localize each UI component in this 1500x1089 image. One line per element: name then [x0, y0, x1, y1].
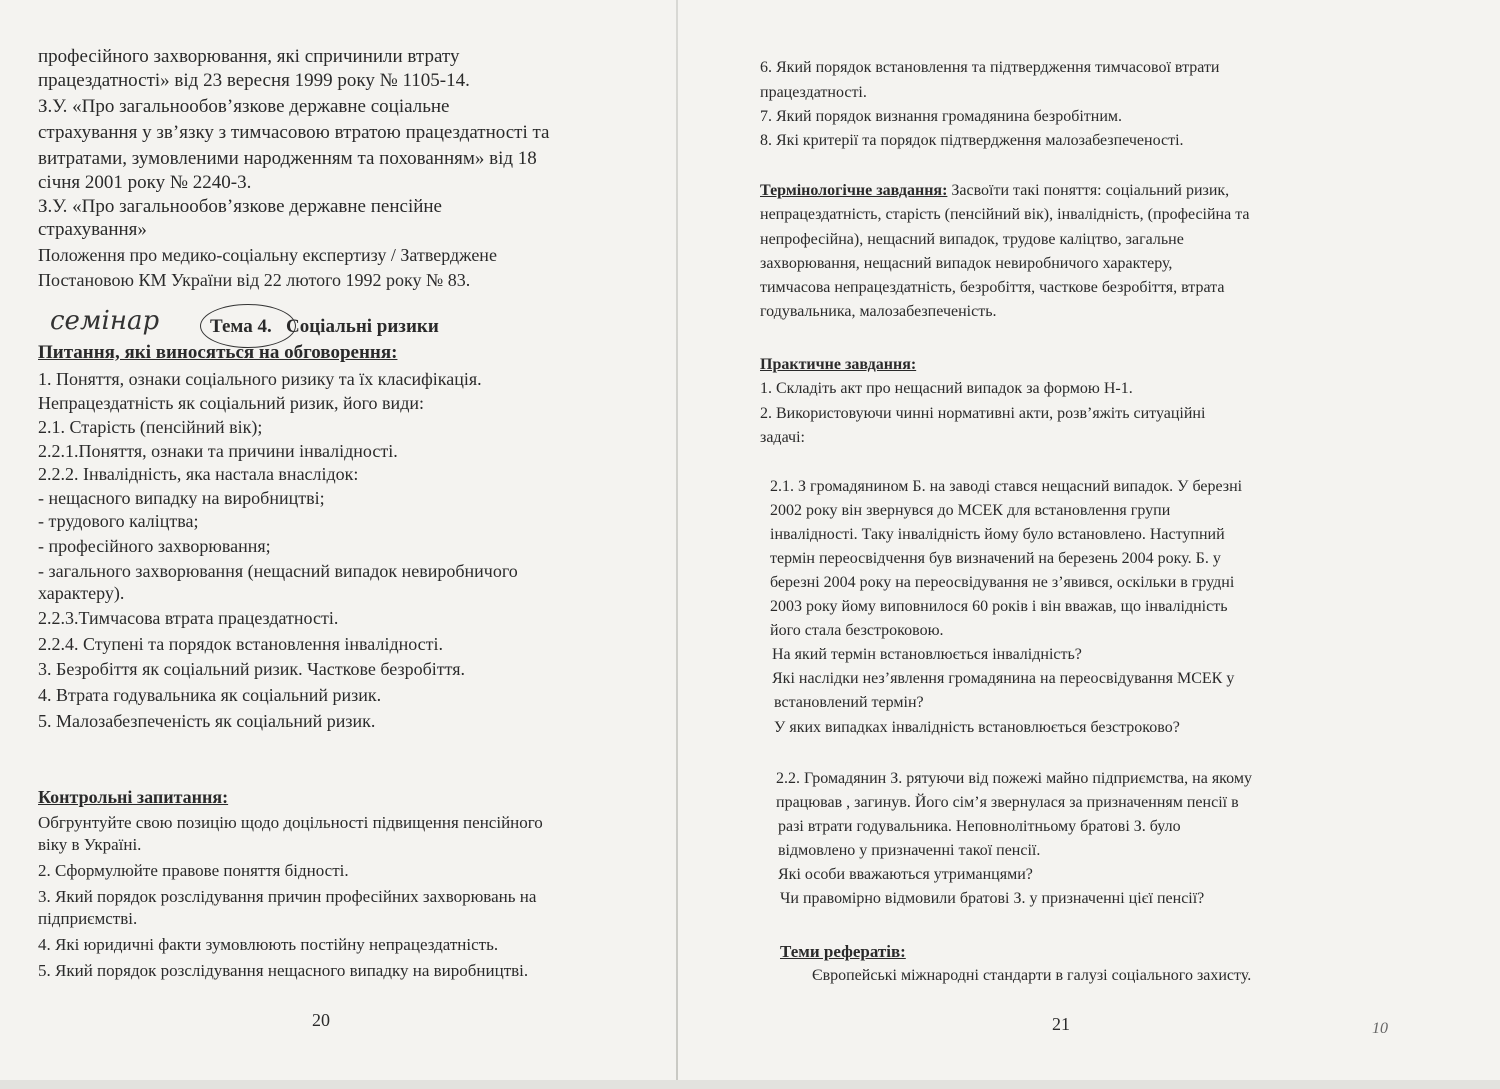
task-line: У яких випадках інвалідність встановлюється безстроково? — [774, 719, 1180, 736]
discussion-heading: Питання, які виносяться на обговорення: — [38, 342, 398, 363]
task-line: встановлений термін? — [774, 694, 924, 711]
page-number: 21 — [1052, 1014, 1070, 1034]
list-item: 4. Які юридичні факти зумовлюють постійну непрацездатність. — [38, 935, 499, 954]
task-line: 2002 року він звернувся до МСЕК для встановлення групи — [770, 502, 1171, 519]
list-item: 3. Який порядок розслідування причин професійних захворювань на — [38, 887, 537, 906]
list-item: 1. Поняття, ознаки соціального ризику та їх класифікація. — [38, 369, 482, 389]
list-item: - професійного захворювання; — [38, 536, 271, 556]
text-line: січня 2001 року № 2240-3. — [38, 172, 252, 193]
essay-topic: Європейські міжнародні стандарти в галузі соціального захисту. — [812, 967, 1252, 984]
handwritten-note: семінар — [50, 306, 160, 336]
list-item: 6. Який порядок встановлення та підтвердження тимчасової втрати — [760, 59, 1220, 76]
list-item: 7. Який порядок визнання громадянина безробітним. — [760, 108, 1123, 125]
list-item: 3. Безробіття як соціальний ризик. Часткове безробіття. — [38, 659, 466, 679]
text-line: страхування у зв’язку з тимчасовою втратою працездатності та — [38, 122, 550, 143]
task-line: На який термін встановлюється інвалідність? — [772, 646, 1082, 663]
topic-number: Тема 4. — [210, 316, 272, 337]
list-item: 2. Сформулюйте правове поняття бідності. — [38, 861, 349, 880]
corner-mark: 10 — [1372, 1020, 1388, 1037]
term-line: годувальника, малозабезпеченість. — [760, 303, 997, 320]
text-line: професійного захворювання, які спричинили втрату — [38, 46, 460, 67]
task-line: відмовлено у призначенні такої пенсії. — [778, 842, 1041, 859]
list-item: - нещасного випадку на виробництві; — [38, 488, 325, 508]
task-line: Чи правомірно відмовили братові З. у призначенні цієї пенсії? — [780, 890, 1205, 907]
list-item: 5. Який порядок розслідування нещасного випадку на виробництві. — [38, 961, 529, 980]
term-line: Термінологічне завдання: Засвоїти такі поняття: соціальний ризик, — [760, 182, 1230, 199]
list-item: - трудового каліцтва; — [38, 511, 199, 531]
list-item: 2.2.1.Поняття, ознаки та причини інвалідності. — [38, 441, 398, 461]
task-line: його стала безстроковою. — [770, 622, 944, 639]
list-item: характеру). — [38, 583, 125, 603]
task-line: Які наслідки нез’явлення громадянина на переосвідування МСЕК у — [772, 670, 1235, 687]
term-line: тимчасова непрацездатність, безробіття, часткове безробіття, втрата — [760, 279, 1225, 296]
text-line: З.У. «Про загальнообов’язкове державне пенсійне — [38, 196, 442, 217]
term-heading: Термінологічне завдання: — [760, 182, 948, 199]
list-item: Непрацездатність як соціальний ризик, його види: — [38, 393, 424, 413]
term-line: непрацездатність, старість (пенсійний вік), інвалідність, (професійна та — [760, 206, 1250, 223]
term-line: непрофесійна), нещасний випадок, трудове каліцтво, загальне — [760, 231, 1184, 248]
task-line: разі втрати годувальника. Неповнолітньому братові З. було — [778, 818, 1181, 835]
topic-title: Соціальні ризики — [286, 316, 439, 337]
list-item: 2.2.4. Ступені та порядок встановлення інвалідності. — [38, 634, 444, 654]
list-item: 4. Втрата годувальника як соціальний ризик. — [38, 685, 382, 705]
control-heading: Контрольні запитання: — [38, 787, 229, 807]
page-number: 20 — [312, 1010, 330, 1030]
text-line: працездатності» від 23 вересня 1999 року № 1105-14. — [38, 70, 470, 91]
task-line: термін переосвідчення був визначений на березень 2004 року. Б. у — [770, 550, 1221, 567]
list-item: працездатності. — [760, 84, 867, 101]
list-item: Обгрунтуйте свою позицію щодо доцільності підвищення пенсійного — [38, 813, 543, 832]
task-line: Які особи вважаються утриманцями? — [778, 866, 1033, 883]
list-item: 5. Малозабезпеченість як соціальний ризик. — [38, 711, 376, 731]
list-item: 8. Які критерії та порядок підтвердження малозабезпеченості. — [760, 132, 1184, 149]
text-line: витратами, зумовленими народженням та похованням» від 18 — [38, 148, 537, 169]
text-line: 1. Складіть акт про нещасний випадок за формою Н-1. — [760, 380, 1133, 397]
text-line: 2. Використовуючи чинні нормативні акти, розв’яжіть ситуаційні — [760, 405, 1206, 422]
text-line: задачі: — [760, 429, 805, 446]
essay-heading: Теми рефератів: — [780, 942, 906, 961]
practical-heading: Практичне завдання: — [760, 356, 917, 373]
task-line: 2.1. З громадянином Б. на заводі стався нещасний випадок. У березні — [770, 478, 1243, 495]
task-line: березні 2004 року на переосвідування не з’явився, оскільки в грудні — [770, 574, 1235, 591]
list-item: 2.1. Старість (пенсійний вік); — [38, 417, 263, 437]
page-fold — [676, 0, 678, 1089]
task-line: інвалідності. Таку інвалідність йому було встановлено. Наступний — [770, 526, 1225, 543]
list-item: 2.2.3.Тимчасова втрата працездатності. — [38, 608, 339, 628]
task-line: 2.2. Громадянин З. рятуючи від пожежі майно підприємства, на якому — [776, 770, 1252, 787]
text-line: З.У. «Про загальнообов’язкове державне соціальне — [38, 96, 450, 117]
scan-edge — [0, 1080, 1500, 1089]
task-line: 2003 року йому виповнилося 60 років і він вважав, що інвалідність — [770, 598, 1228, 615]
list-item: - загального захворювання (нещасний випадок невиробничого — [38, 561, 518, 581]
task-line: працював , загинув. Його сім’я звернулася за призначенням пенсії в — [776, 794, 1239, 811]
list-item: підприємстві. — [38, 909, 138, 928]
text-line: Положення про медико-соціальну експертизу / Затверджене — [38, 245, 497, 265]
text-line: Постановою КМ України від 22 лютого 1992 року № 83. — [38, 270, 471, 290]
text-line: страхування» — [38, 219, 147, 240]
list-item: 2.2.2. Інвалідність, яка настала внаслідок: — [38, 464, 359, 484]
term-line: захворювання, нещасний випадок невиробничого характеру, — [760, 255, 1173, 272]
list-item: віку в Україні. — [38, 835, 142, 854]
